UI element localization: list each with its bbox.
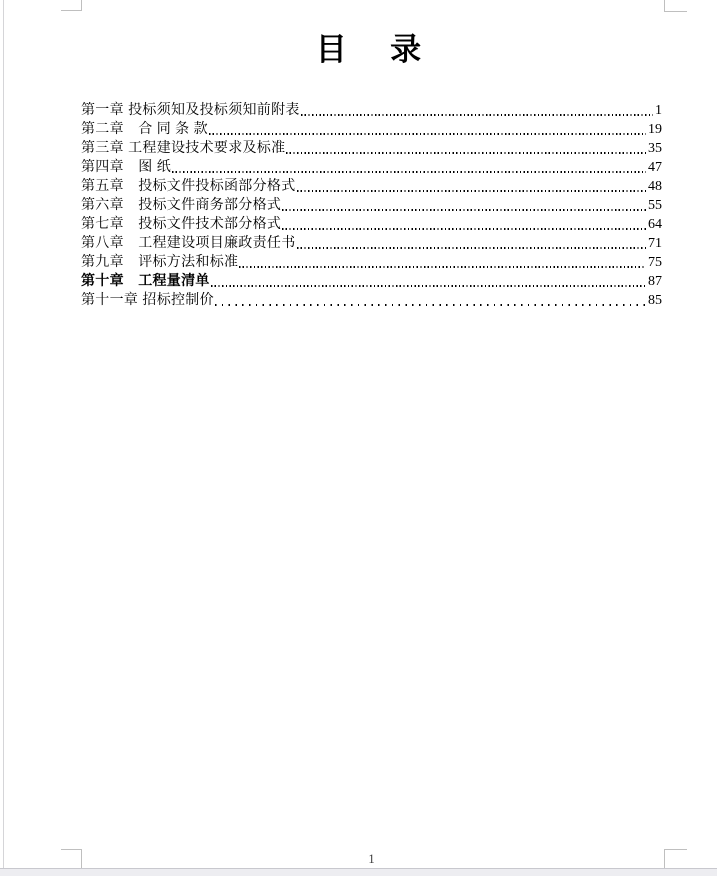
toc-entry-page-number: 35 xyxy=(648,141,662,156)
dot-leader xyxy=(211,271,646,290)
toc-entry-page-number: 19 xyxy=(648,122,662,137)
toc-entry[interactable] xyxy=(81,176,662,195)
toc-entry-label: 第三章 工程建设技术要求及标准 xyxy=(81,139,286,155)
document-page[interactable] xyxy=(4,0,717,868)
toc-entry[interactable] xyxy=(81,290,662,309)
toc-entry-page-number: 47 xyxy=(648,160,662,175)
toc-entry[interactable] xyxy=(81,233,662,252)
toc-entry[interactable] xyxy=(81,100,662,119)
toc-entry-label: 第十章 工程量清单 xyxy=(81,272,210,288)
page-number-footer: 1 xyxy=(368,852,375,866)
toc-entry-label: 第六章 投标文件商务部分格式 xyxy=(81,196,282,212)
dot-leader xyxy=(301,100,653,119)
toc-entry-label: 第九章 评标方法和标准 xyxy=(81,253,239,269)
margin-crop-mark-bottom-right xyxy=(664,849,687,868)
dot-leader xyxy=(282,195,646,214)
toc-entry-page-number: 64 xyxy=(648,217,662,232)
toc-entry-page-number: 1 xyxy=(655,103,662,118)
toc-entry[interactable] xyxy=(81,271,662,290)
toc-entry-page-number: 85 xyxy=(648,293,662,308)
toc-entry-label: 第一章 投标须知及投标须知前附表 xyxy=(81,101,300,117)
toc-entry-page-number: 87 xyxy=(648,274,662,289)
dot-leader xyxy=(209,119,646,138)
toc-entry-label: 第五章 投标文件投标函部分格式 xyxy=(81,177,296,193)
toc-entry[interactable] xyxy=(81,157,662,176)
page-left-edge xyxy=(3,0,4,868)
toc-entry-label: 第二章 合 同 条 款 xyxy=(81,120,208,136)
toc-entry[interactable] xyxy=(81,252,662,271)
dot-leader xyxy=(297,233,647,252)
app-background-below-page xyxy=(0,868,717,876)
toc-entry[interactable] xyxy=(81,119,662,138)
dot-leader xyxy=(239,252,646,271)
toc-entry-label: 第八章 工程建设项目廉政责任书 xyxy=(81,234,296,250)
toc-entry[interactable] xyxy=(81,138,662,157)
toc-entry-page-number: 75 xyxy=(648,255,662,270)
toc-entry[interactable] xyxy=(81,214,662,233)
toc-entry-page-number: 48 xyxy=(648,179,662,194)
toc-entry[interactable] xyxy=(81,195,662,214)
toc-entry-page-number: 71 xyxy=(648,236,662,251)
dot-leader xyxy=(297,176,647,195)
dot-leader xyxy=(172,157,646,176)
document-title: 目 录 xyxy=(315,32,428,67)
margin-crop-mark-top-right xyxy=(664,0,687,12)
table-of-contents xyxy=(81,100,662,309)
toc-entry-label: 第七章 投标文件技术部分格式 xyxy=(81,215,282,231)
dot-leader xyxy=(282,214,646,233)
toc-entry-page-number: 55 xyxy=(648,198,662,213)
dot-leader xyxy=(215,290,646,309)
margin-crop-mark-bottom-left xyxy=(61,849,82,868)
toc-entry-label: 第四章 图 纸 xyxy=(81,158,171,174)
margin-crop-mark-top-left xyxy=(61,0,82,11)
dot-leader xyxy=(286,138,646,157)
toc-entry-label: 第十一章 招标控制价 xyxy=(81,291,214,307)
